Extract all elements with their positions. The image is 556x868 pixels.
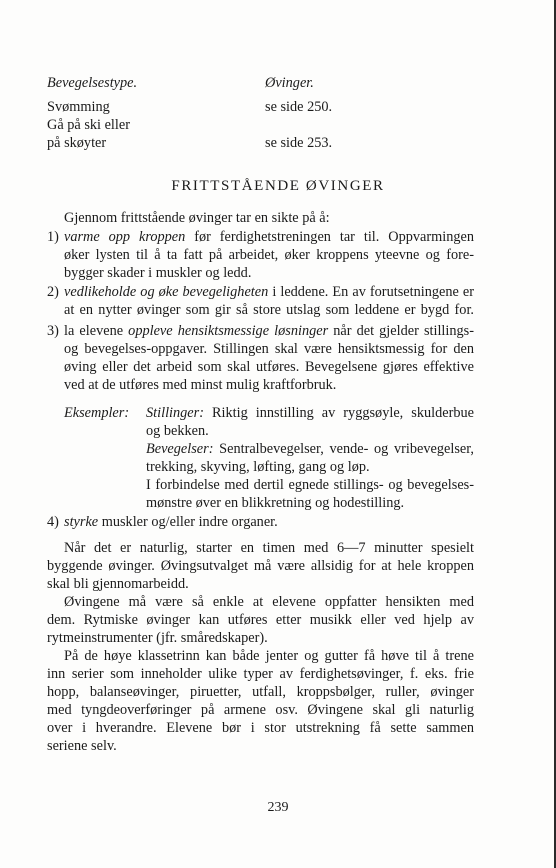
paragraph-line: over i hverandre. Elevene bør i stor utstrekning få sette sammen: [47, 720, 474, 736]
item-2-line: at en nytter øvinger som gir så store utslag som leddene er bygd for.: [64, 302, 474, 318]
paragraph-line: inn serier som inneholder ulike typer av ferdighetsøvinger, f. eks. frie: [47, 666, 474, 682]
examples-label: Eksempler:: [64, 405, 130, 421]
item-number: 4): [47, 514, 59, 530]
item-number: 2): [47, 284, 59, 300]
examples-line: Bevegelser: Sentralbevegelser, vende- og vribevegelser,: [146, 441, 474, 457]
examples-line: trekking, skyving, løfting, gang og løp.: [146, 459, 370, 475]
examples-line: og bekken.: [146, 423, 209, 439]
paragraph-line: hopp, balanseøvinger, piruetter, utfall, kroppsbølger, ruller, øvinger: [47, 684, 474, 700]
paragraph-line: skal bli gjennomarbeidd.: [47, 576, 189, 592]
table-row-type: Svømming: [47, 99, 110, 115]
item-2-line: vedlikeholde og øke bevegeligheten i leddene. En av forutsetningene er: [64, 284, 474, 300]
item-3-line: øving eller det arbeid som skal utføres. Bevegelsene gjøres effektive: [64, 359, 474, 375]
emphasis: oppleve hensiktsmessige løsninger: [128, 323, 329, 339]
item-3-line: la elevene oppleve hensiktsmessige løsninger når det gjelder stillings-: [64, 323, 474, 339]
stillinger-label: Stillinger:: [146, 405, 204, 421]
paragraph-line: Når det er naturlig, starter en timen med 6—7 minutter spesielt: [64, 540, 474, 556]
item-1-line: varme opp kroppen før ferdighetstreningen tar til. Oppvarmingen: [64, 229, 475, 245]
bevegelser-label: Bevegelser:: [146, 441, 214, 457]
paragraph-line: byggende øvinger. Øvingsutvalget må være allsidig for at hele kroppen: [47, 558, 474, 574]
item-number: 3): [47, 323, 59, 339]
table-row-ref: se side 253.: [265, 135, 333, 151]
emphasis: vedlikeholde og øke bevegeligheten: [64, 284, 269, 300]
table-header-exercises: Øvinger.: [265, 75, 314, 91]
paragraph-line: På de høye klassetrinn kan både jenter og gutter få høve til å trene: [64, 648, 474, 664]
item-1-line: bygger skader i muskler og ledd.: [64, 265, 252, 281]
page-number: 239: [267, 800, 289, 815]
emphasis: varme opp kroppen: [64, 229, 186, 245]
item-number: 1): [47, 229, 59, 245]
intro-text: Gjennom frittstående øvinger tar en sikte på å:: [64, 210, 330, 226]
paragraph-line: rytmeinstrumenter (jfr. småredskaper).: [47, 630, 268, 646]
examples-line: Stillinger: Riktig innstilling av ryggsøyle, skulderbue: [146, 405, 474, 421]
item-1-line: øker lysten til å ta fatt på arbeidet, øker kroppens yteevne og fore-: [64, 247, 474, 263]
item-3-line: ved at de utføres med minst mulig kraftforbruk.: [64, 377, 337, 393]
item-4-line: styrke muskler og/eller indre organer.: [64, 514, 278, 530]
table-row-type: Gå på ski eller: [47, 117, 130, 133]
paragraph-line: dem. Rytmiske øvinger kan utføres etter musikk eller ved hjelp av: [47, 612, 474, 628]
examples-line: I forbindelse med dertil egnede stillings- og bevegelses-: [146, 477, 474, 493]
table-row-ref: se side 250.: [265, 99, 333, 115]
paragraph-line: Øvingene må være så enkle at elevene oppfatter hensikten med: [64, 594, 474, 610]
examples-line: mønstre øver en blikkretning og hodestilling.: [146, 495, 405, 511]
emphasis: styrke: [64, 514, 99, 530]
paragraph-line: seriene selv.: [47, 738, 117, 754]
table-header-type: Bevegelsestype.: [47, 75, 138, 91]
item-3-line: og bevegelses-oppgaver. Stillingen skal være hensiktsmessig for den: [64, 341, 474, 357]
section-title: FRITTSTÅENDE ØVINGER: [171, 178, 385, 194]
table-row-type: på skøyter: [47, 135, 107, 151]
paragraph-line: med tyngdeoverføringer på armene osv. Øvingene skal gli naturlig: [47, 702, 474, 718]
